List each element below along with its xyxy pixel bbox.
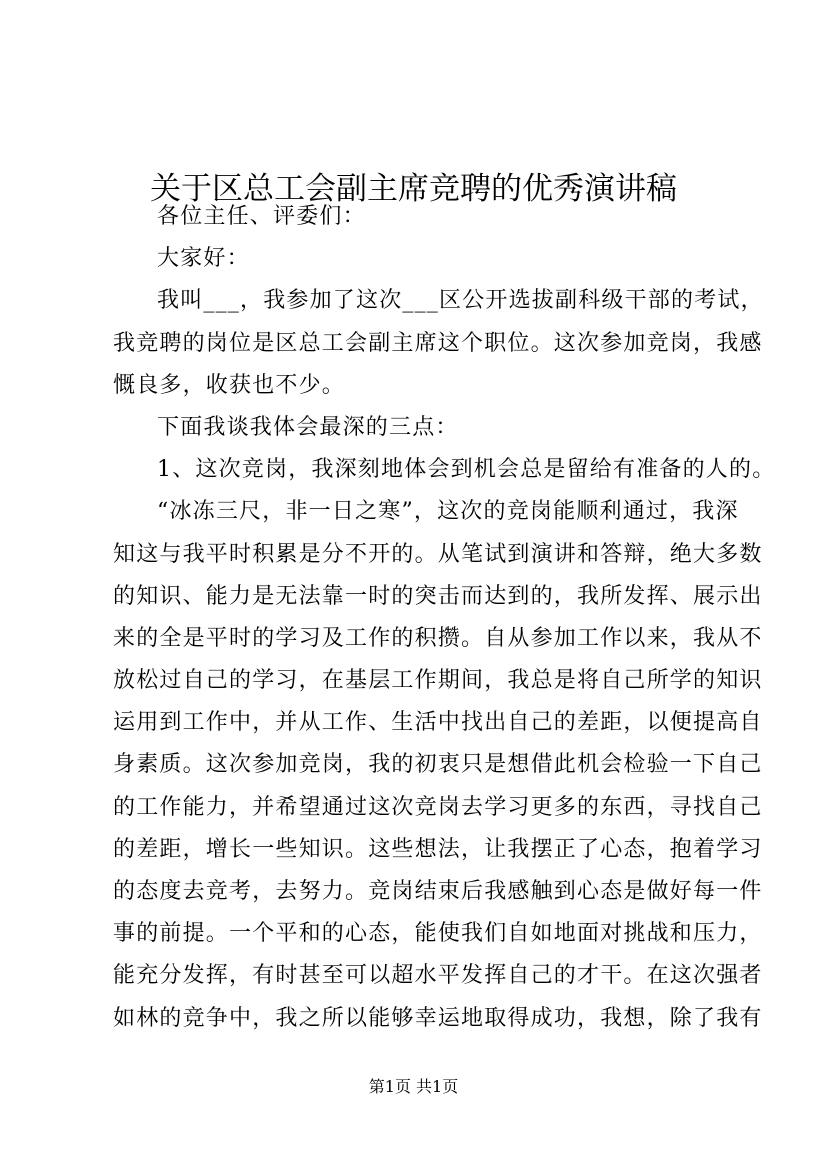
paragraph-line: 运用到工作中，并从工作、生活中找出自己的差距，以便提高自 bbox=[113, 710, 763, 736]
paragraph-line: 的差距，增长一些知识。这些想法，让我摆正了心态，抱着学习 bbox=[113, 836, 763, 862]
paragraph-line: 知这与我平时积累是分不开的。从笔试到演讲和答辩，绝大多数 bbox=[113, 541, 763, 567]
paragraph-line: 如林的竞争中，我之所以能够幸运地取得成功，我想，除了我有 bbox=[113, 1005, 763, 1031]
paragraph-line: 身素质。这次参加竞岗，我的初衷只是想借此机会检验一下自己 bbox=[113, 752, 763, 778]
paragraph-line: 各位主任、评委们： bbox=[157, 204, 366, 229]
paragraph-line: 我叫___，我参加了这次___区公开选拔副科级干部的考试， bbox=[157, 288, 764, 314]
document-title: 关于区总工会副主席竞聘的优秀演讲稿 bbox=[150, 170, 677, 207]
document-body bbox=[113, 196, 776, 1040]
paragraph-line: 事的前提。一个平和的心态，能使我们自如地面对挑战和压力， bbox=[113, 921, 763, 947]
paragraph-line: 下面我谈我体会最深的三点： bbox=[157, 414, 459, 440]
paragraph-line: 放松过自己的学习，在基层工作期间，我总是将自己所学的知识 bbox=[113, 668, 763, 694]
paragraph-line: 的工作能力，并希望通过这次竞岗去学习更多的东西，寻找自己 bbox=[113, 794, 763, 820]
paragraph-line: 的知识、能力是无法靠一时的突击而达到的，我所发挥、展示出 bbox=[113, 583, 763, 609]
paragraph-line: “冰冻三尺，非一日之寒”，这次的竞岗能顺利通过，我深 bbox=[157, 499, 739, 525]
paragraph-line: 1、这次竞岗，我深刻地体会到机会总是留给有准备的人的。 bbox=[157, 457, 776, 483]
paragraph-line: 我竞聘的岗位是区总工会副主席这个职位。这次参加竞岗，我感 bbox=[113, 330, 763, 356]
paragraph-line: 来的全是平时的学习及工作的积攒。自从参加工作以来，我从不 bbox=[113, 625, 763, 651]
paragraph-line: 的态度去竞考，去努力。竞岗结束后我感触到心态是做好每一件 bbox=[113, 879, 763, 904]
paragraph-line: 能充分发挥，有时甚至可以超水平发挥自己的才干。在这次强者 bbox=[113, 963, 763, 989]
page-footer: 第1页 共1页 bbox=[368, 1077, 459, 1096]
paragraph-line: 大家好： bbox=[157, 246, 250, 272]
paragraph-line: 慨良多，收获也不少。 bbox=[113, 372, 346, 398]
